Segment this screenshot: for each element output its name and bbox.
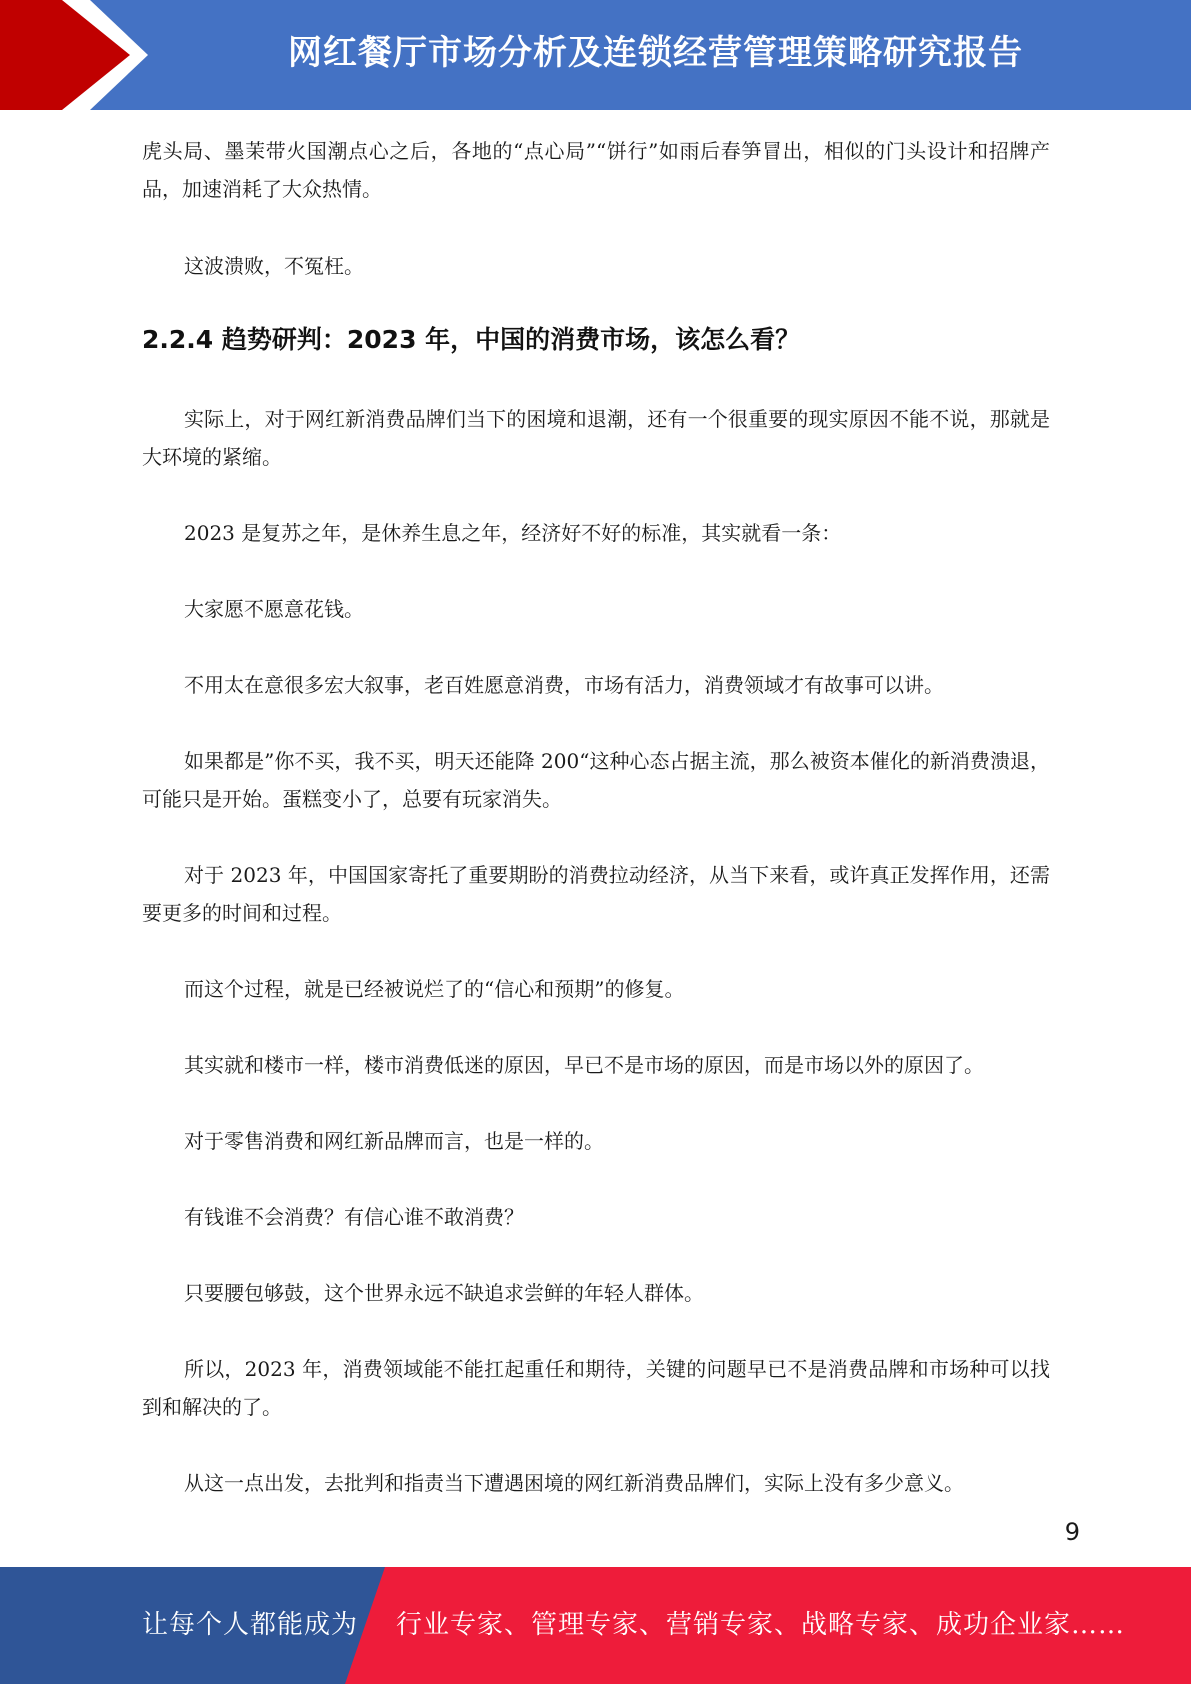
paragraph: 不用太在意很多宏大叙事，老百姓愿意消费，市场有活力，消费领域才有故事可以讲。 [184,673,944,697]
paragraph: 从这一点出发，去批判和指责当下遭遇困境的网红新消费品牌们，实际上没有多少意义。 [184,1471,964,1495]
paragraph: 实际上，对于网红新消费品牌们当下的困境和退潮，还有一个很重要的现实原因不能不说，那就是大环境的紧缩。 [142,407,1050,469]
paragraph: 所以，2023 年，消费领域能不能扛起重任和期待，关键的问题早已不是消费品牌和市场种可以找到和解决的了。 [142,1357,1050,1419]
paragraph: 而这个过程，就是已经被说烂了的“信心和预期”的修复。 [184,977,685,1001]
paragraph: 对于零售消费和网红新品牌而言，也是一样的。 [184,1129,604,1153]
section-heading: 2.2.4 趋势研判：2023 年，中国的消费市场，该怎么看？ [142,325,801,354]
paragraph: 这波溃败，不冤枉。 [184,254,364,278]
header-arrow-decoration [0,0,160,110]
paragraph: 如果都是”你不买，我不买，明天还能降 200“这种心态占据主流，那么被资本催化的新消费溃退，可能只是开始。蛋糕变小了，总要有玩家消失。 [142,749,1050,811]
report-title: 网红餐厅市场分析及连锁经营管理策略研究报告 [288,33,1023,73]
page-header [0,0,1191,110]
footer-slogan-left: 让每个人都能成为 [142,1610,359,1640]
paragraph: 2023 是复苏之年，是休养生息之年，经济好不好的标准，其实就看一条： [184,521,842,545]
paragraph: 有钱谁不会消费？有信心谁不敢消费？ [184,1205,524,1229]
footer-slogan-right: 行业专家、管理专家、营销专家、战略专家、成功企业家…… [396,1610,1126,1640]
page-footer [0,1567,1191,1684]
paragraph: 虎头局、墨茉带火国潮点心之后，各地的“点心局”“饼行”如雨后春笋冒出，相似的门头设计和招牌产品，加速消耗了大众热情。 [142,139,1050,201]
paragraph: 大家愿不愿意花钱。 [184,597,364,621]
page-number: 9 [1064,1518,1080,1546]
paragraph: 其实就和楼市一样，楼市消费低迷的原因，早已不是市场的原因，而是市场以外的原因了。 [184,1053,984,1077]
paragraph: 只要腰包够鼓，这个世界永远不缺追求尝鲜的年轻人群体。 [184,1281,704,1305]
paragraph: 对于 2023 年，中国国家寄托了重要期盼的消费拉动经济，从当下来看，或许真正发挥作用，还需要更多的时间和过程。 [142,863,1050,925]
